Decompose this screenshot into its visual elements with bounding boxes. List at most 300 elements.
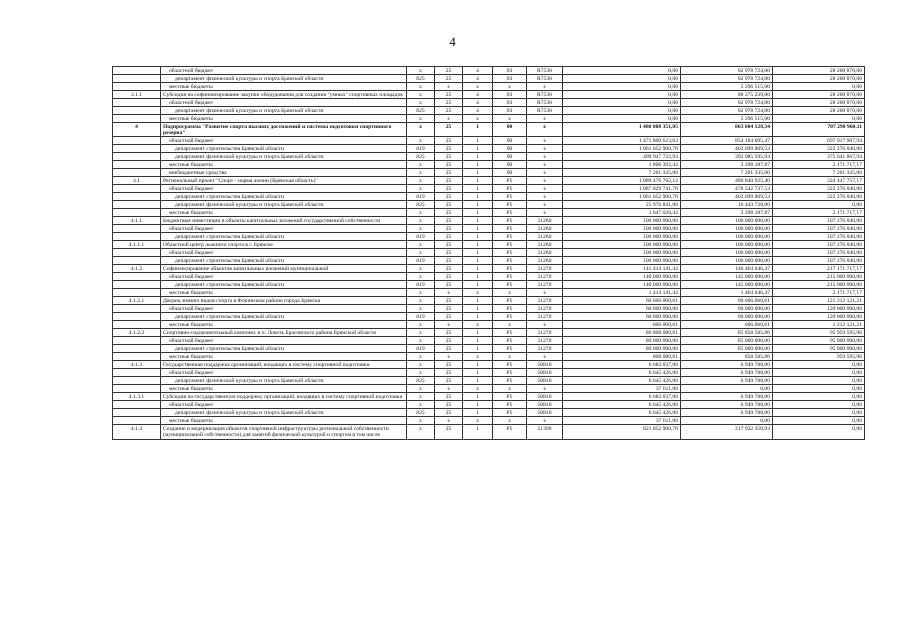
grbs-code: x [407,393,435,401]
subsection-code: 1 [463,257,493,265]
amount-year-2: 100 000 000,00 [681,249,773,257]
amount-year-3: 217 171 717,17 [773,265,865,273]
section-code: x [435,417,463,425]
amount-year-2: 145 000 000,00 [681,281,773,289]
subsection-code: 1 [463,409,493,417]
row-number [113,313,161,321]
row-number [113,401,161,409]
amount-year-3: 107 276 040,00 [773,241,865,249]
amount-year-2: 1 464 646,47 [681,289,773,297]
amount-year-1: 409 947 722,93 [563,153,681,161]
section-code: 25 [435,377,463,385]
amount-year-2: 100 000 000,00 [681,225,773,233]
amount-year-2: 217 932 350,93 [681,425,773,439]
amount-year-1: 80 808 080,81 [563,329,681,337]
grbs-code: x [407,289,435,297]
amount-year-3: 107 276 040,00 [773,233,865,241]
amount-year-3: 2 171 717,17 [773,209,865,217]
row-name: внебюджетные средства [161,169,407,177]
table-row [113,305,865,313]
amount-year-1: 140 000 000,00 [563,273,681,281]
amount-year-1: 60 606 060,61 [563,297,681,305]
section-code: 25 [435,401,463,409]
row-name: департамент физической культуры и спорта Брянской области [161,409,407,417]
table-row [113,345,865,353]
subsection-code: x [463,289,493,297]
row-name: департамент физической культуры и спорта Брянской области [161,201,407,209]
row-number [113,345,161,353]
row-number [113,107,161,115]
row-name: Субсидия на софинансирование закупки оборудования для создания "умных" спортивных площадок [161,91,407,99]
subsection-code: 1 [463,177,493,185]
budget-table [112,66,865,440]
expense-type-code: 11270 [527,337,563,345]
amount-year-1: 0,00 [563,67,681,75]
expense-type-code: x [527,417,563,425]
section-code: x [435,353,463,361]
subsection-code: 1 [463,401,493,409]
amount-year-3: 95 000 000,00 [773,345,865,353]
subsection-code: 4 [463,99,493,107]
amount-year-3: 322 276 040,00 [773,193,865,201]
section-code: 25 [435,305,463,313]
section-code: x [435,385,463,393]
target-item-code: P5 [493,177,527,185]
expense-type-code: 50810 [527,369,563,377]
expense-type-code: x [527,177,563,185]
amount-year-3: 107 276 040,00 [773,249,865,257]
row-name: департамент строительства Брянской области [161,281,407,289]
amount-year-1: 100 000 000,00 [563,233,681,241]
amount-year-2: 88 275 239,00 [681,91,773,99]
amount-year-1: 1 647 020,42 [563,209,681,217]
amount-year-3: 0,00 [773,385,865,393]
row-number [113,137,161,145]
amount-year-1: 1 806 392,42 [563,161,681,169]
grbs-code: x [407,329,435,337]
table-row [113,409,865,417]
amount-year-2: 82 978 724,00 [681,99,773,107]
amount-year-3: 0,00 [773,361,865,369]
row-number [113,417,161,425]
table-row [113,91,865,99]
table-row [113,361,865,369]
expense-type-code: x [527,169,563,177]
table-row [113,99,865,107]
row-number: 4.1.1.1 [113,241,161,249]
table-row [113,193,865,201]
section-code: x [435,289,463,297]
row-name: местные бюджеты [161,161,407,169]
amount-year-3: 107 276 040,00 [773,225,865,233]
amount-year-3: 697 917 907,94 [773,137,865,145]
table-row [113,123,865,137]
amount-year-3: 0,00 [773,393,865,401]
target-item-code: P5 [493,425,527,439]
expense-type-code: 11270 [527,305,563,313]
amount-year-1: 100 000 000,00 [563,257,681,265]
amount-year-3: 2 171 717,17 [773,161,865,169]
row-number [113,289,161,297]
table-row [113,281,865,289]
expense-type-code: x [527,123,563,137]
section-code: x [435,321,463,329]
amount-year-2: 5 296 515,00 [681,83,773,91]
target-item-code: P5 [493,337,527,345]
row-number [113,385,161,393]
table-row [113,137,865,145]
amount-year-1: 1 471 800 623,63 [563,137,681,145]
expense-type-code: 11270 [527,313,563,321]
amount-year-1: 140 000 000,00 [563,281,681,289]
target-item-code: 00 [493,169,527,177]
expense-type-code: x [527,137,563,145]
table-row [113,161,865,169]
expense-type-code: 11260 [527,249,563,257]
amount-year-1: 6 645 426,00 [563,409,681,417]
row-number: 4 [113,123,161,137]
section-code: 25 [435,241,463,249]
subsection-code: x [463,83,493,91]
amount-year-2: 6 949 788,00 [681,409,773,417]
grbs-code: x [407,67,435,75]
amount-year-1: 25 976 841,00 [563,201,681,209]
grbs-code: x [407,185,435,193]
grbs-code: x [407,217,435,225]
row-number [113,257,161,265]
expense-type-code: R7530 [527,99,563,107]
section-code: x [435,115,463,123]
row-number [113,377,161,385]
amount-year-2: 606 060,61 [681,321,773,329]
grbs-code: x [407,401,435,409]
subsection-code: 1 [463,329,493,337]
amount-year-2: 82 978 724,00 [681,107,773,115]
amount-year-3: 28 260 870,00 [773,107,865,115]
subsection-code: 1 [463,137,493,145]
amount-year-3: 0,00 [773,115,865,123]
row-name: областной бюджет [161,99,407,107]
subsection-code: 4 [463,75,493,83]
amount-year-3: 0,00 [773,401,865,409]
grbs-code: x [407,321,435,329]
amount-year-2: 392 085 595,94 [681,153,773,161]
amount-year-1: 1 480 808 351,05 [563,123,681,137]
table-row [113,377,865,385]
row-number [113,161,161,169]
expense-type-code: x [527,201,563,209]
section-code: 25 [435,177,463,185]
grbs-code: x [407,353,435,361]
row-name: областной бюджет [161,249,407,257]
amount-year-1: 1 089 476 762,12 [563,177,681,185]
amount-year-2: 2 298 187,87 [681,161,773,169]
amount-year-1: 80 000 000,00 [563,345,681,353]
row-name: местные бюджеты [161,417,407,425]
subsection-code: 1 [463,145,493,153]
subsection-code: 1 [463,161,493,169]
row-number [113,249,161,257]
expense-type-code: 11260 [527,233,563,241]
expense-type-code: x [527,209,563,217]
target-item-code: P5 [493,329,527,337]
row-number: 4.1.1 [113,217,161,225]
expense-type-code: 50810 [527,377,563,385]
amount-year-3: 322 276 040,00 [773,185,865,193]
table-row [113,369,865,377]
subsection-code: x [463,115,493,123]
row-number [113,321,161,329]
table-row [113,321,865,329]
subsection-code: 1 [463,265,493,273]
row-name: департамент строительства Брянской области [161,345,407,353]
row-name: Областной центр лыжного спорта в г. Брянске [161,241,407,249]
section-code: 25 [435,393,463,401]
section-code: 25 [435,265,463,273]
row-name: областной бюджет [161,401,407,409]
row-name: местные бюджеты [161,289,407,297]
section-code: 25 [435,361,463,369]
row-number [113,209,161,217]
section-code: 25 [435,409,463,417]
grbs-code: 819 [407,193,435,201]
row-number [113,233,161,241]
row-name: департамент физической культуры и спорта Брянской области [161,75,407,83]
section-code: 25 [435,137,463,145]
row-number [113,67,161,75]
grbs-code: x [407,361,435,369]
amount-year-1: 0,00 [563,107,681,115]
row-number [113,145,161,153]
grbs-code: x [407,305,435,313]
expense-type-code: x [527,385,563,393]
expense-type-code: 50810 [527,393,563,401]
amount-year-1: 6 645 426,00 [563,369,681,377]
section-code: 25 [435,345,463,353]
amount-year-3: 0,00 [773,409,865,417]
target-item-code: P5 [493,185,527,193]
target-item-code: P5 [493,297,527,305]
amount-year-3: 107 276 040,00 [773,257,865,265]
grbs-code: x [407,137,435,145]
expense-type-code: 50810 [527,361,563,369]
target-item-code: x [493,289,527,297]
table-row [113,385,865,393]
target-item-code: P5 [493,241,527,249]
subsection-code: 1 [463,361,493,369]
amount-year-1: 0,00 [563,75,681,83]
amount-year-2: 100 000 000,00 [681,257,773,265]
amount-year-2: 863 684 128,34 [681,123,773,137]
grbs-code: x [407,161,435,169]
subsection-code: 1 [463,297,493,305]
amount-year-2: 85 000 000,00 [681,337,773,345]
target-item-code: P5 [493,281,527,289]
subsection-code: 1 [463,225,493,233]
table-row [113,249,865,257]
amount-year-2: 462 099 009,53 [681,145,773,153]
section-code: 25 [435,257,463,265]
row-number: 4.1.2 [113,265,161,273]
row-number [113,409,161,417]
grbs-code: x [407,417,435,425]
table-row [113,393,865,401]
grbs-code: x [407,265,435,273]
target-item-code: P5 [493,369,527,377]
expense-type-code: R7530 [527,67,563,75]
table-row [113,217,865,225]
row-name: областной бюджет [161,337,407,345]
expense-type-code: x [527,321,563,329]
section-code: 25 [435,369,463,377]
subsection-code: 4 [463,67,493,75]
subsection-code: 4 [463,107,493,115]
section-code: 25 [435,209,463,217]
amount-year-2: 60 000 000,00 [681,313,773,321]
row-name: областной бюджет [161,305,407,313]
table-row [113,297,865,305]
grbs-code: x [407,169,435,177]
grbs-code: x [407,385,435,393]
expense-type-code: x [527,353,563,361]
subsection-code: 1 [463,425,493,439]
amount-year-2: 146 464 646,47 [681,265,773,273]
amount-year-2: 16 443 728,00 [681,201,773,209]
target-item-code: P5 [493,265,527,273]
amount-year-3: 0,00 [773,425,865,439]
amount-year-3: 121 212 121,21 [773,297,865,305]
amount-year-3: 0,00 [773,83,865,91]
expense-type-code: 11260 [527,217,563,225]
target-item-code: 00 [493,145,527,153]
amount-year-1: 100 000 000,00 [563,217,681,225]
row-number [113,201,161,209]
section-code: 25 [435,107,463,115]
expense-type-code: 11270 [527,297,563,305]
subsection-code: 1 [463,377,493,385]
subsection-code: 1 [463,369,493,377]
target-item-code: 00 [493,137,527,145]
amount-year-1: 1 087 829 741,70 [563,185,681,193]
subsection-code: x [463,417,493,425]
section-code: 25 [435,91,463,99]
row-number [113,369,161,377]
row-number [113,83,161,91]
table-row [113,83,865,91]
row-number [113,99,161,107]
amount-year-3: 324 447 757,17 [773,177,865,185]
row-number: 4.1.3.1 [113,393,161,401]
amount-year-2: 462 099 009,53 [681,193,773,201]
amount-year-1: 6 645 426,00 [563,377,681,385]
grbs-code: x [407,241,435,249]
row-name: областной бюджет [161,137,407,145]
target-item-code: P5 [493,273,527,281]
row-number [113,153,161,161]
row-number [113,353,161,361]
amount-year-3: 322 276 040,00 [773,145,865,153]
grbs-code: x [407,273,435,281]
row-name: местные бюджеты [161,385,407,393]
amount-year-3: 215 000 000,00 [773,281,865,289]
amount-year-1: 100 000 000,00 [563,241,681,249]
table-row [113,225,865,233]
subsection-code: x [463,321,493,329]
table-row [113,329,865,337]
target-item-code: 03 [493,67,527,75]
table-row [113,145,865,153]
expense-type-code: 11270 [527,345,563,353]
row-name: областной бюджет [161,185,407,193]
amount-year-2: 60 606 060,61 [681,297,773,305]
grbs-code: 825 [407,377,435,385]
subsection-code: 1 [463,241,493,249]
table-row [113,313,865,321]
section-code: 25 [435,217,463,225]
amount-year-3: 120 000 000,00 [773,313,865,321]
amount-year-2: 6 949 788,00 [681,377,773,385]
grbs-code: x [407,425,435,439]
expense-type-code: 50810 [527,409,563,417]
target-item-code: 00 [493,161,527,169]
row-number: 4.1.4 [113,425,161,439]
section-code: 25 [435,329,463,337]
row-name: департамент строительства Брянской области [161,313,407,321]
row-number [113,305,161,313]
amount-year-2: 85 000 000,00 [681,345,773,353]
subsection-code: 1 [463,313,493,321]
grbs-code: x [407,337,435,345]
row-name: Региональный проект "Спорт - норма жизни (Брянская область)" [161,177,407,185]
section-code: 25 [435,249,463,257]
row-name: областной бюджет [161,369,407,377]
target-item-code: P5 [493,225,527,233]
amount-year-2: 854 184 605,47 [681,137,773,145]
row-name: областной бюджет [161,67,407,75]
amount-year-3: 375 641 867,94 [773,153,865,161]
section-code: 25 [435,75,463,83]
amount-year-1: 6 683 037,00 [563,361,681,369]
row-number [113,169,161,177]
amount-year-3: 107 276 040,00 [773,217,865,225]
amount-year-2: 478 542 737,53 [681,185,773,193]
row-name: местные бюджеты [161,321,407,329]
section-code: 25 [435,281,463,289]
row-number: 4.1.2.2 [113,329,161,337]
section-code: 25 [435,169,463,177]
target-item-code: P5 [493,209,527,217]
amount-year-2: 85 858 585,86 [681,329,773,337]
amount-year-1: 7 201 335,00 [563,169,681,177]
target-item-code: x [493,321,527,329]
table-row [113,273,865,281]
target-item-code: 03 [493,91,527,99]
target-item-code: P5 [493,401,527,409]
amount-year-1: 100 000 000,00 [563,225,681,233]
target-item-code: P5 [493,361,527,369]
expense-type-code: 11270 [527,281,563,289]
target-item-code: x [493,385,527,393]
amount-year-1: 141 414 141,42 [563,265,681,273]
amount-year-2: 5 296 515,00 [681,115,773,123]
expense-type-code: 11270 [527,329,563,337]
grbs-code: 819 [407,345,435,353]
target-item-code: P5 [493,305,527,313]
table-row [113,265,865,273]
grbs-code: x [407,91,435,99]
table-row [113,353,865,361]
row-name: областной бюджет [161,225,407,233]
